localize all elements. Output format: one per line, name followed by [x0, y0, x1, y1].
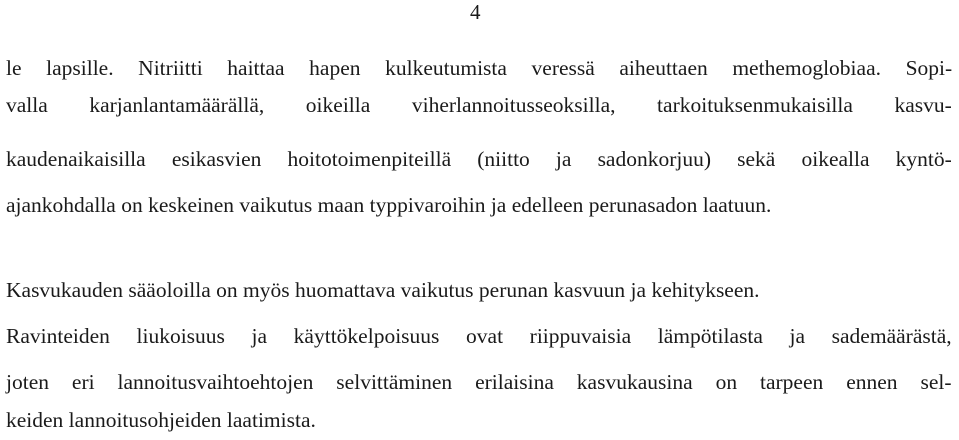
page-number: 4 — [470, 0, 481, 24]
text-line: Ravinteiden liukoisuus ja käyttökelpoisuus ovat riippuvaisia lämpötilasta ja sademäärästä, — [6, 324, 952, 348]
text-line: ajankohdalla on keskeinen vaikutus maan typpivaroihin ja edelleen perunasadon laatuun. — [6, 193, 772, 217]
text-line: Kasvukauden sääoloilla on myös huomattava vaikutus perunan kasvuun ja kehitykseen. — [6, 278, 760, 302]
text-line: joten eri lannoitusvaihtoehtojen selvittäminen erilaisina kasvukausina on tarpeen ennen sel- — [6, 370, 952, 394]
text-line: keiden lannoitusohjeiden laatimista. — [6, 408, 316, 432]
text-line: kaudenaikaisilla esikasvien hoitotoimenpiteillä (niitto ja sadonkorjuu) sekä oikealla kyntö- — [6, 147, 952, 171]
text-line: valla karjanlantamäärällä, oikeilla viherlannoitusseoksilla, tarkoituksenmukaisilla kasvu- — [6, 93, 952, 117]
text-line: le lapsille. Nitriitti haittaa hapen kulkeutumista veressä aiheuttaen methemoglobiaa. Sopi- — [6, 56, 953, 80]
